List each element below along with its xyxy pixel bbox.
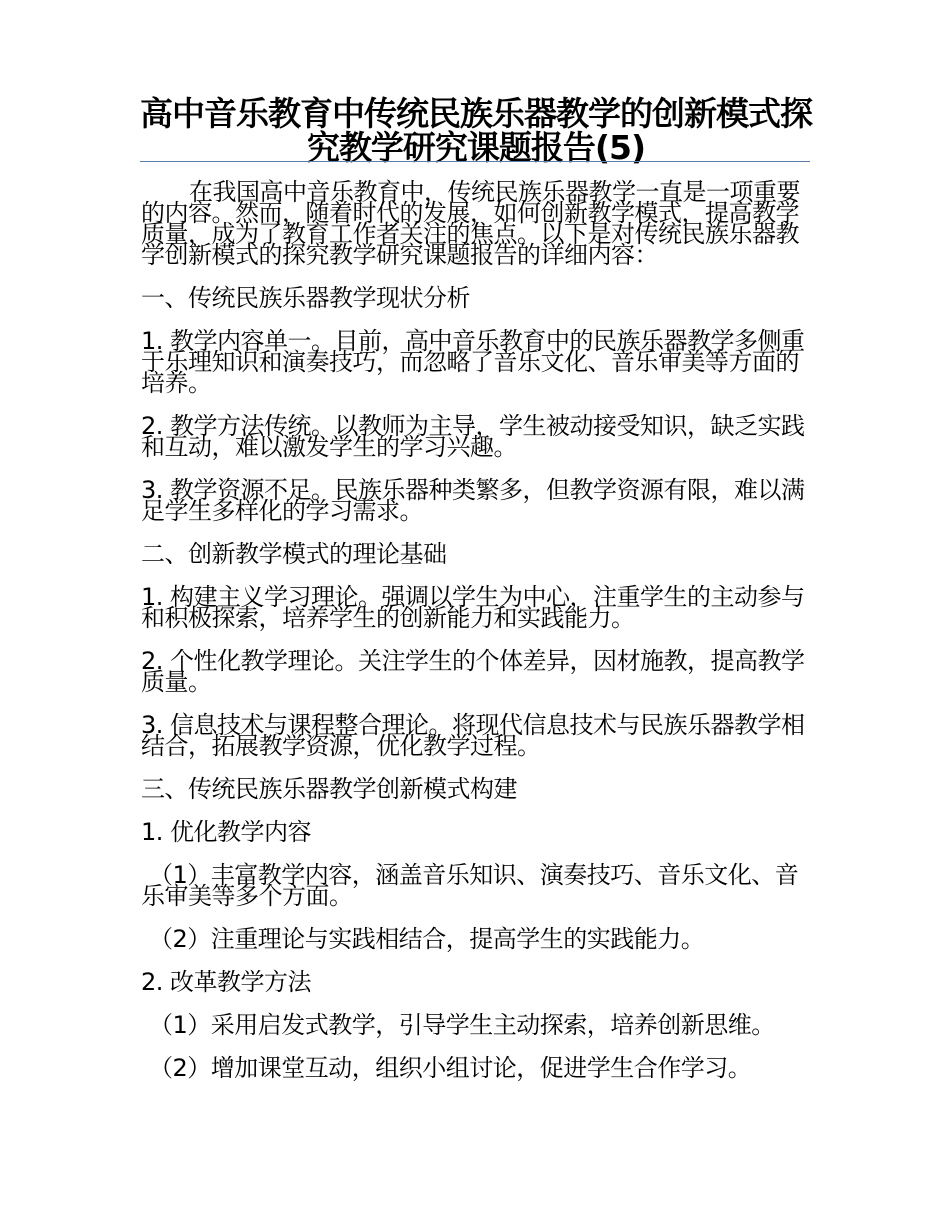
section-heading-3: 三、传统民族乐器教学创新模式构建 (141, 775, 517, 803)
section-heading-2: 二、创新教学模式的理论基础 (141, 540, 447, 568)
section-heading-1: 一、传统民族乐器教学现状分析 (141, 284, 470, 312)
intro-paragraph: 在我国高中音乐教育中，传统民族乐器教学一直是一项重要的内容。然而，随着时代的发展，如何创新教学模式，提高教学质量，成为了教育工作者关注的焦点。以下是对传统民族乐器教学创新模式的探究教学研究课题报告的详细内容： (141, 178, 800, 269)
sub-list-item: （1）丰富教学内容，涵盖音乐知识、演奏技巧、音乐文化、音乐审美等多个方面。 (141, 861, 799, 910)
list-item: 3. 教学资源不足。民族乐器种类繁多，但教学资源有限，难以满足学生多样化的学习需求。 (141, 476, 805, 525)
document-body (141, 178, 811, 1082)
list-item: 2. 个性化教学理论。关注学生的个体差异，因材施教，提高教学质量。 (141, 647, 805, 696)
sub-list-item: （2）注重理论与实践相结合，提高学生的实践能力。 (149, 925, 705, 953)
subsection-heading: 1. 优化教学内容 (141, 818, 312, 846)
subsection-heading: 2. 改革教学方法 (141, 968, 312, 996)
list-item: 1. 教学内容单一。目前，高中音乐教育中的民族乐器教学多侧重于乐理知识和演奏技巧，而忽略了音乐文化、音乐审美等方面的培养。 (141, 327, 805, 397)
title-underline (140, 161, 810, 162)
list-item: 2. 教学方法传统。以教师为主导，学生被动接受知识，缺乏实践和互动，难以激发学生的学习兴趣。 (141, 412, 805, 461)
list-item: 3. 信息技术与课程整合理论。将现代信息技术与民族乐器教学相结合，拓展教学资源，优化教学过程。 (141, 711, 805, 760)
document-title: 高中音乐教育中传统民族乐器教学的创新模式探究教学研究课题报告(5) (140, 94, 812, 167)
sub-list-item: （1）采用启发式教学，引导学生主动探索，培养创新思维。 (149, 1011, 775, 1039)
sub-list-item: （2）增加课堂互动，组织小组讨论，促进学生合作学习。 (149, 1054, 752, 1082)
list-item: 1. 构建主义学习理论。强调以学生为中心，注重学生的主动参与和积极探索，培养学生的创新能力和实践能力。 (141, 583, 805, 632)
